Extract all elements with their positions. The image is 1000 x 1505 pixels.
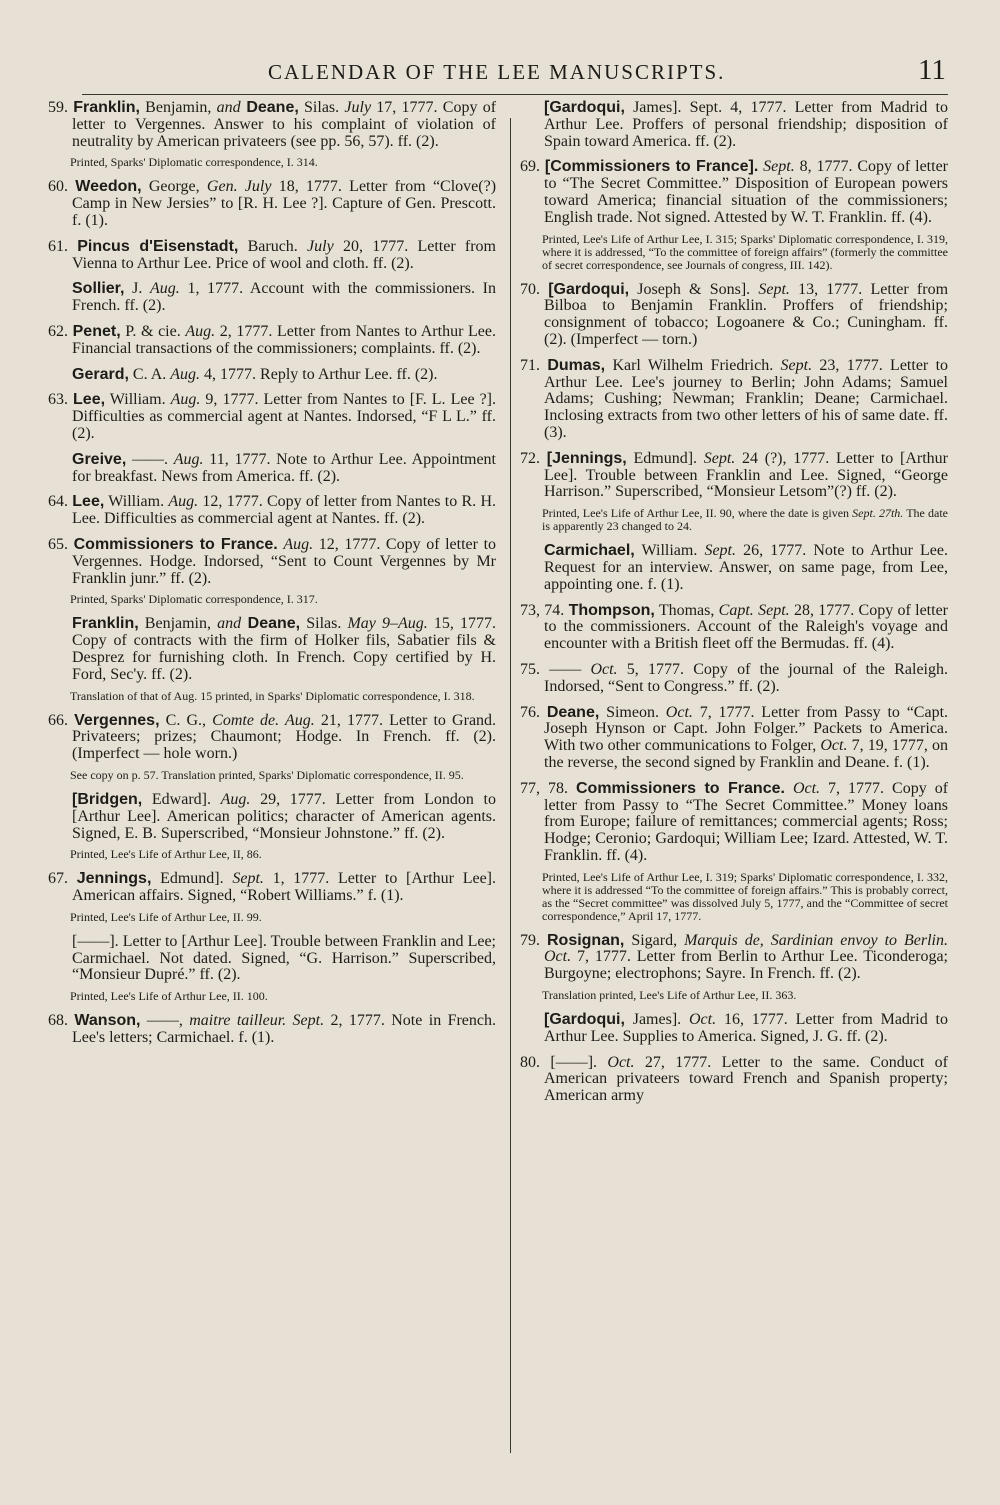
note-65: Printed, Sparks' Diplomatic correspondence, I. 317.: [70, 592, 318, 607]
note-77: Printed, Lee's Life of Arthur Lee, I. 319; Sparks' Diplomatic correspondence, I. 332, where it is addressed “To the committee of foreign affairs.” This is probably correct, as the “Secret committee” was dissolved July 5, 1777, and the “Committee of secret correspondence,” April 17, 1777.: [542, 869, 948, 923]
entry-sollier: Sollier, J. Aug. 1, 1777. Account with the commissioners. In French. ff. (2).: [72, 280, 496, 315]
note-67: Printed, Lee's Life of Arthur Lee, II. 99.: [70, 909, 262, 924]
header-rule: [82, 94, 948, 95]
entry-63: 63. Lee, William. Aug. 9, 1777. Letter from Nantes to [F. L. Lee ?]. Difficulties as commercial agent at Nantes. Indorsed, “F L L.” ff. (2).: [48, 391, 496, 442]
entry-67: 67. Jennings, Edmund]. Sept. 1, 1777. Letter to [Arthur Lee]. American affairs. Signed, “Robert Williams.” f. (1).: [48, 870, 496, 905]
entry-79: 79. Rosignan, Sigard, Marquis de, Sardinian envoy to Berlin. Oct. 7, 1777. Letter from Berlin to Arthur Lee. Ticonderoga; Burgoyne; electrophons; Sayre. In French. ff. (2).: [520, 931, 948, 983]
entry-76: 76. Deane, Simeon. Oct. 7, 1777. Letter from Passy to “Capt. Joseph Hynson or Capt. John Folger.” Packets to America. With two other communications to Folger, Oct. 7, 19, 1777, on the reverse, the second signed by Franklin and Deane. f. (1).: [520, 703, 948, 771]
entry-franklin-deane-contracts: Franklin, Benjamin, and Deane, Silas. May 9–Aug. 15, 1777. Copy of contracts with the firm of Holker fils, Sabatier fils & Desprez for furnishing cloth. In French. Copy certified by H. Ford, Sec'y. ff. (2).: [72, 615, 496, 683]
entry-73-74: 73, 74. Thompson, Thomas, Capt. Sept. 28, 1777. Copy of letter to the commissioners. Account of the Raleigh's voyage and encounter with a British fleet off the Bermudas. ff. (4).: [520, 601, 948, 653]
running-title: CALENDAR OF THE LEE MANUSCRIPTS.: [268, 60, 726, 84]
entry-68: 68. Wanson, ——, maitre tailleur. Sept. 2, 1777. Note in French. Lee's letters; Carmichael. f. (1).: [48, 1012, 496, 1047]
entry-61: 61. Pincus d'Eisenstadt, Baruch. July 20, 1777. Letter from Vienna to Arthur Lee. Price of wool and cloth. ff. (2).: [48, 237, 496, 272]
note-59: Printed, Sparks' Diplomatic correspondence, I. 314.: [70, 155, 318, 170]
note-66b: Printed, Lee's Life of Arthur Lee, II, 86.: [70, 847, 262, 862]
entry-69: 69. [Commissioners to France]. Sept. 8, 1777. Copy of letter to “The Secret Committee.” Disposition of European powers toward America; financial situation of the commissioners; English trade. Not signed. Attested by W. T. Franklin. ff. (4).: [520, 158, 948, 226]
entry-59: 59. Franklin, Benjamin, and Deane, Silas. July 17, 1777. Copy of letter to Vergennes. Answer to his complaint of violation of neutrality by American privateers (see pp. 56, 57). ff. (2).: [48, 100, 496, 150]
page-number: 11: [918, 54, 946, 86]
column-divider: [510, 118, 511, 1453]
entry-75: 75. —— Oct. 5, 1777. Copy of the journal of the Raleigh. Indorsed, “Sent to Congress.” ff. (2).: [520, 660, 948, 695]
entry-72: 72. [Jennings, Edmund]. Sept. 24 (?), 1777. Letter to [Arthur Lee]. Trouble between Franklin and Lee. Signed, “George Harrison.” Superscribed, “Monsieur Letsom”(?) ff. (2).: [520, 449, 948, 501]
entry-greive: Greive, ——. Aug. 11, 1777. Note to Arthur Lee. Appointment for breakfast. News from America. ff. (2).: [72, 450, 496, 485]
note-65b: Translation of that of Aug. 15 printed, in Sparks' Diplomatic correspondence, I. 318.: [70, 688, 475, 703]
entry-gardoqui-james-oct: [Gardoqui, James]. Oct. 16, 1777. Letter from Madrid to Arthur Lee. Supplies to America. Signed, J. G. ff. (2).: [544, 1011, 948, 1045]
entry-60: 60. Weedon, George, Gen. July 18, 1777. Letter from “Clove(?) Camp in New Jersies” to [R. H. Lee ?]. Capture of Gen. Prescott. f. (1).: [48, 178, 496, 229]
entry-71: 71. Dumas, Karl Wilhelm Friedrich. Sept. 23, 1777. Letter to Arthur Lee. Lee's journey to Berlin; John Adams; Samuel Adams; Cushing; Newman; Franklin; Deane; Carmichael. Inclosing extracts from two other letters of his of same date. ff. (3).: [520, 356, 948, 441]
entry-70: 70. [Gardoqui, Joseph & Sons]. Sept. 13, 1777. Letter from Bilboa to Benjamin Franklin. Proffers of friendship; consignment of tobacco; Logoanere & Co.; Cuningham. ff. (2). (Imperfect — torn.): [520, 280, 948, 348]
entry-64: 64. Lee, William. Aug. 12, 1777. Copy of letter from Nantes to R. H. Lee. Difficulties as commercial agent at Nantes. ff. (2).: [48, 493, 496, 528]
entry-carmichael: Carmichael, William. Sept. 26, 1777. Note to Arthur Lee. Request for an interview. Answer, on same page, from Lee, appointing one. f. (1).: [544, 542, 948, 593]
note-69: Printed, Lee's Life of Arthur Lee, I. 315; Sparks' Diplomatic correspondence, I. 319, where it is addressed, “To the committee of foreign affairs” (formerly the committee of secret correspondence, see Journals of congress, III. 142).: [542, 231, 948, 272]
entry-65: 65. Commissioners to France. Aug. 12, 1777. Copy of letter to Vergennes. Hodge. Indorsed, “Sent to Count Vergennes by Mr Franklin junr.” ff. (2).: [48, 535, 496, 587]
entry-harrison-letter: [——]. Letter to [Arthur Lee]. Trouble between Franklin and Lee; Carmichael. Not dated. Signed, “G. Harrison.” Superscribed, “Monsieur Dupré.” ff. (2).: [72, 932, 496, 984]
note-66: See copy on p. 57. Translation printed, Sparks' Diplomatic correspondence, II. 95.: [70, 767, 464, 782]
entry-62: 62. Penet, P. & cie. Aug. 2, 1777. Letter from Nantes to Arthur Lee. Financial transactions of the commissioners; complaints. ff. (2).: [48, 322, 496, 357]
entry-bridgen: [Bridgen, Edward]. Aug. 29, 1777. Letter from London to [Arthur Lee]. American politics; character of American agents. Signed, E. B. Superscribed, “Monsieur Johnstone.” ff. (2).: [72, 790, 496, 842]
entry-80: 80. [——]. Oct. 27, 1777. Letter to the same. Conduct of American privateers toward French and Spanish property; American army: [520, 1053, 948, 1105]
entry-77-78: 77, 78. Commissioners to France. Oct. 7, 1777. Copy of letter from Passy to “The Secret Committee.” Money loans from Europe; failure of remittances; commercial agents; Ross; Hodge; Ceronio; Gardoqui; William Lee; Izard. Attested, W. T. Franklin. ff. (4).: [520, 779, 948, 864]
entry-66: 66. Vergennes, C. G., Comte de. Aug. 21, 1777. Letter to Grand. Privateers; prizes; Chaumont; Hodge. In French. ff. (2). (Imperfect — hole worn.): [48, 711, 496, 763]
right-column: [520, 100, 948, 1465]
note-72: Printed, Lee's Life of Arthur Lee, II. 90, where the date is given Sept. 27th. The date is apparently 23 changed to 24.: [542, 506, 948, 534]
note-67b: Printed, Lee's Life of Arthur Lee, II. 100.: [70, 989, 268, 1004]
left-column: [48, 100, 496, 1465]
entry-gardoqui-james-sept: [Gardoqui, James]. Sept. 4, 1777. Letter from Madrid to Arthur Lee. Proffers of personal friendship; disposition of Spain toward America. ff. (2).: [544, 100, 948, 150]
entry-gerard: Gerard, C. A. Aug. 4, 1777. Reply to Arthur Lee. ff. (2).: [72, 365, 438, 383]
note-79: Translation printed, Lee's Life of Arthur Lee, II. 363.: [542, 988, 797, 1003]
